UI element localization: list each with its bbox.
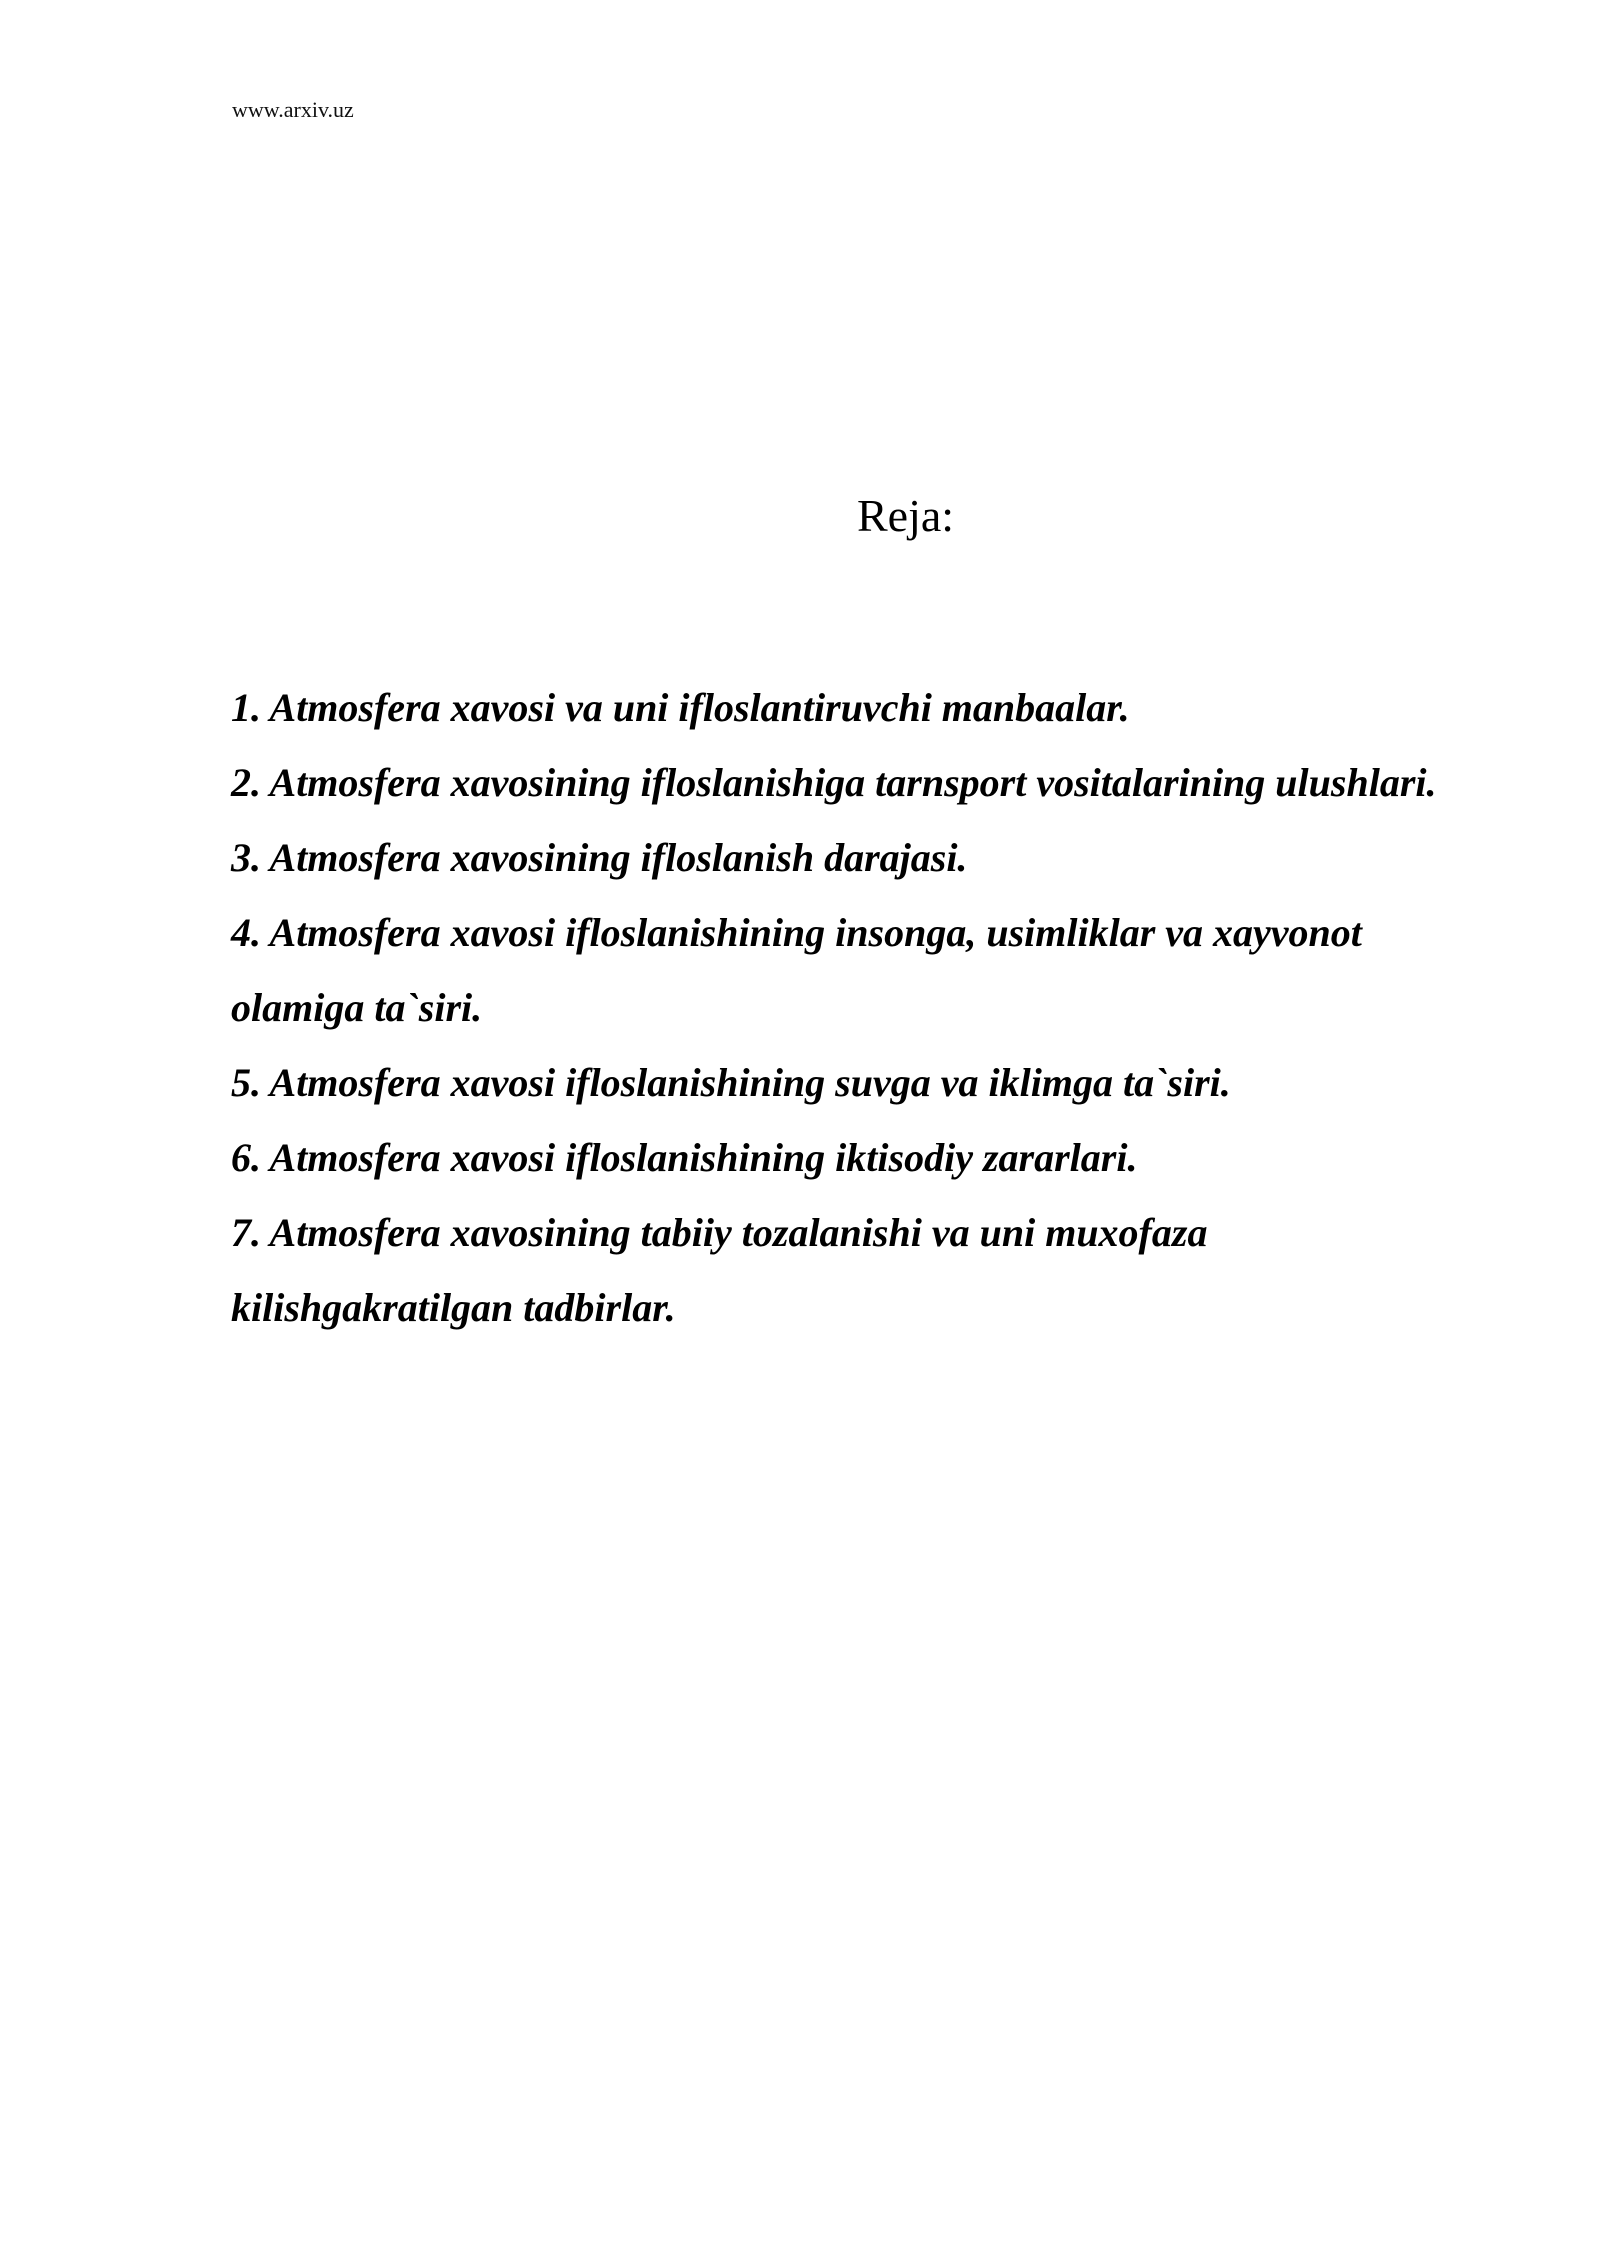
plan-item-5: 5. Atmosfera xavosi ifloslanishining suvga va iklimga ta`siri. [231, 1060, 1231, 1105]
plan-title: Reja: [857, 490, 955, 541]
plan-item-1: 1. Atmosfera xavosi va uni ifloslantiruvchi manbaalar. [231, 685, 1130, 730]
plan-list [231, 670, 1481, 1345]
plan-item-3: 3. Atmosfera xavosining ifloslanish darajasi. [231, 835, 968, 880]
plan-item-7: 7. Atmosfera xavosining tabiiy tozalanishi va uni muxofaza kilishgakratilgan tadbirlar. [231, 1210, 1208, 1330]
plan-item-2: 2. Atmosfera xavosining ifloslanishiga tarnsport vositalarining ulushlari. [231, 760, 1437, 805]
plan-item-6: 6. Atmosfera xavosi ifloslanishining iktisodiy zararlari. [231, 1135, 1138, 1180]
plan-item-4: 4. Atmosfera xavosi ifloslanishining insonga, usimliklar va xayvonot olamiga ta`siri. [231, 910, 1362, 1030]
site-url-header: www.arxiv.uz [232, 97, 354, 122]
